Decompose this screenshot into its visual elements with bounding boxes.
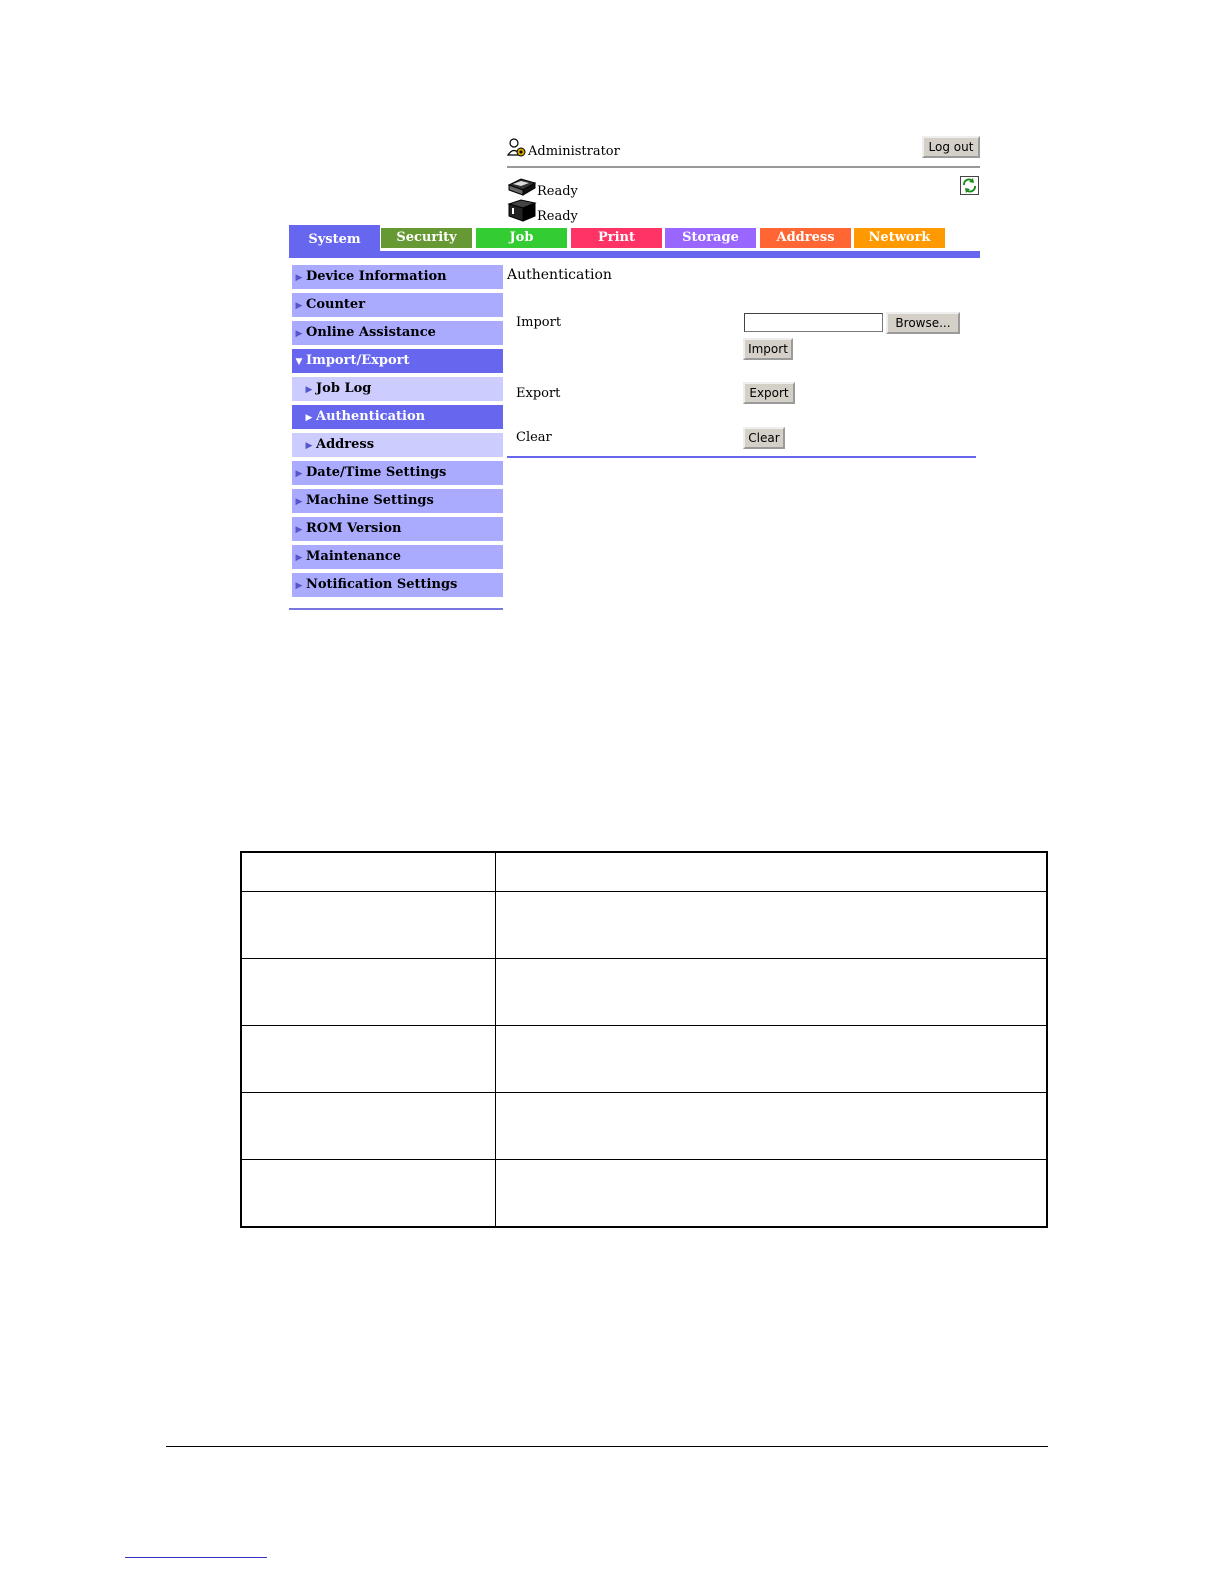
menu-item-label: Maintenance	[306, 549, 401, 564]
content-divider	[507, 456, 976, 458]
triangle-right-icon: ▶	[295, 329, 303, 339]
printer-icon	[507, 177, 537, 197]
menu-item-authentication[interactable]	[292, 405, 503, 429]
footer-link-underline	[125, 1557, 267, 1558]
export-label: Export	[516, 386, 561, 401]
menu-item-label: Device Information	[306, 269, 447, 284]
menu-item-device-information[interactable]	[292, 265, 503, 289]
tab-system[interactable]: System	[289, 225, 380, 256]
menu-item-date-time-settings[interactable]	[292, 461, 503, 485]
import-file-input[interactable]	[744, 313, 883, 332]
tab-job[interactable]: Job	[476, 228, 567, 248]
menu-item-job-log[interactable]	[292, 377, 503, 401]
triangle-right-icon: ▶	[295, 497, 303, 507]
menu-item-maintenance[interactable]	[292, 545, 503, 569]
table-row	[241, 959, 1047, 1026]
menu-item-label: Address	[316, 437, 375, 452]
printer-status: Ready	[537, 184, 578, 199]
tab-storage[interactable]: Storage	[665, 228, 756, 248]
menu-item-address[interactable]	[292, 433, 503, 457]
table-row	[241, 1160, 1047, 1228]
menu-item-rom-version[interactable]	[292, 517, 503, 541]
triangle-right-icon: ▶	[295, 273, 303, 283]
scanner-status: Ready	[537, 209, 578, 224]
menu-item-label: Date/Time Settings	[306, 465, 447, 480]
menu-item-label: Import/Export	[306, 353, 410, 368]
tab-address[interactable]: Address	[760, 228, 851, 248]
triangle-right-icon: ▶	[295, 581, 303, 591]
browse-button[interactable]: Browse...	[886, 312, 960, 334]
triangle-right-icon: ▶	[305, 413, 313, 423]
menu-item-label: ROM Version	[306, 521, 402, 536]
description-table	[240, 851, 1048, 1228]
user-label: Administrator	[528, 144, 620, 159]
menu-item-label: Machine Settings	[306, 493, 434, 508]
triangle-right-icon: ▶	[295, 525, 303, 535]
scanner-icon	[507, 198, 537, 222]
footer-divider	[166, 1446, 1048, 1447]
export-button[interactable]: Export	[743, 382, 795, 404]
tab-print[interactable]: Print	[571, 228, 662, 248]
menu-item-counter[interactable]	[292, 293, 503, 317]
clear-button[interactable]: Clear	[743, 427, 785, 449]
menu-item-label: Job Log	[316, 381, 372, 396]
clear-label: Clear	[516, 430, 552, 445]
menu-item-machine-settings[interactable]	[292, 489, 503, 513]
menu-item-label: Counter	[306, 297, 366, 312]
page-title: Authentication	[507, 267, 612, 283]
tab-security[interactable]: Security	[381, 228, 472, 248]
logout-button[interactable]: Log out	[922, 136, 980, 158]
header-divider	[507, 166, 980, 168]
triangle-right-icon: ▶	[295, 553, 303, 563]
menu-item-label: Notification Settings	[306, 577, 458, 592]
refresh-button[interactable]	[960, 176, 979, 195]
tab-network[interactable]: Network	[854, 228, 945, 248]
tab-bar-underline	[289, 251, 980, 258]
menu-item-label: Online Assistance	[306, 325, 436, 340]
triangle-right-icon: ▶	[305, 441, 313, 451]
table-row	[241, 1093, 1047, 1160]
triangle-down-icon: ▼	[295, 357, 303, 367]
menu-item-notification-settings[interactable]	[292, 573, 503, 597]
menu-item-online-assistance[interactable]	[292, 321, 503, 345]
import-label: Import	[516, 315, 562, 330]
import-button[interactable]: Import	[743, 338, 793, 360]
table-row	[241, 892, 1047, 959]
triangle-right-icon: ▶	[295, 301, 303, 311]
menu-item-import-export[interactable]	[292, 349, 503, 373]
administrator-icon	[506, 137, 528, 159]
triangle-right-icon: ▶	[305, 385, 313, 395]
triangle-right-icon: ▶	[295, 469, 303, 479]
refresh-icon	[961, 177, 978, 194]
menu-item-label: Authentication	[316, 409, 426, 424]
menu-bottom-divider	[289, 608, 503, 610]
table-row	[241, 1026, 1047, 1093]
table-header-row	[241, 852, 1047, 892]
